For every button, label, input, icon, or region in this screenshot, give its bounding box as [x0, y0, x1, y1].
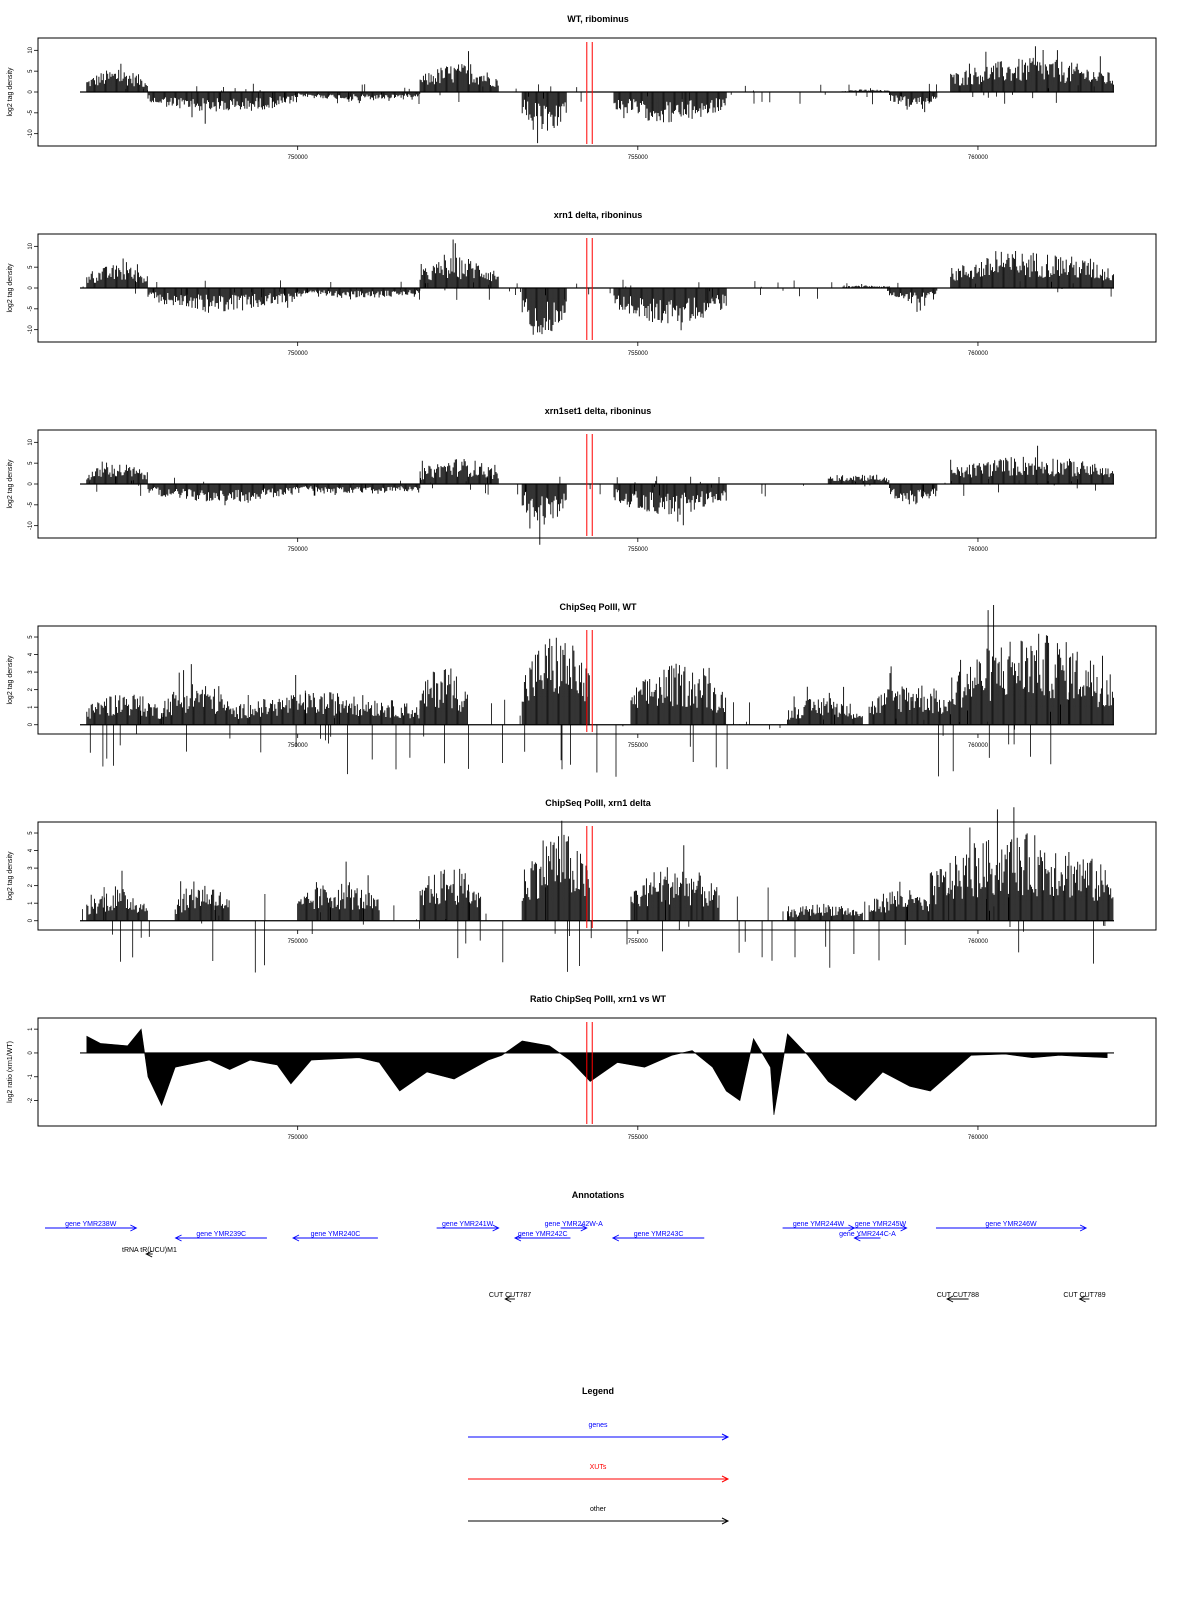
y-tick-label: 1 [28, 705, 34, 709]
feature-label: tRNA tR(UCU)M1 [122, 1247, 177, 1254]
chart-panel-1 [7, 14, 1156, 161]
y-tick-label: 0 [28, 286, 34, 290]
data-bar-region-2 [148, 484, 298, 505]
x-tick-label: 760000 [967, 155, 988, 161]
y-tick-label: 0 [28, 723, 34, 727]
y-tick-label: -5 [28, 110, 34, 116]
chart-panel-6 [7, 994, 1156, 1141]
y-tick-label: 1 [28, 1027, 34, 1031]
data-bar-region-1 [87, 64, 148, 92]
y-tick-label: 3 [28, 866, 34, 870]
y-tick-label: 0 [28, 482, 34, 486]
x-tick-label: 760000 [967, 939, 988, 945]
chart-panel-3 [7, 406, 1156, 553]
feature-label: gene YMR242C [517, 1231, 568, 1238]
x-tick-label: 760000 [967, 1135, 988, 1141]
y-tick-label: -10 [28, 325, 34, 335]
feature-label: CUT CUT789 [1063, 1292, 1106, 1299]
y-tick-label: 1 [28, 901, 34, 905]
data-bar-region-9 [951, 251, 1114, 288]
data-bar-region-2 [148, 92, 298, 124]
data-bar-region-6 [614, 92, 726, 122]
chart-title: ChipSeq PolII, WT [559, 602, 637, 612]
chart-title: xrn1set1 delta, riboninus [544, 406, 652, 416]
x-tick-label: 755000 [627, 939, 648, 945]
data-bar-region-6 [614, 484, 726, 525]
annotation-feature [545, 1221, 603, 1231]
annotation-feature [854, 1221, 906, 1231]
y-tick-label: -1 [28, 1074, 34, 1080]
y-tick-label: 10 [28, 242, 34, 250]
y-tick-label: 5 [28, 635, 34, 639]
data-bar-region-5 [522, 638, 589, 725]
data-bar-region-5 [522, 484, 566, 545]
legend-title: Legend [581, 1386, 615, 1396]
data-bar-region-6 [631, 664, 726, 725]
legend-item-other [468, 1506, 728, 1524]
data-bar-region-9 [930, 807, 1113, 921]
data-bar-region-4 [420, 51, 498, 92]
data-bar-region-9 [951, 46, 1114, 92]
data-bar-region-9 [951, 446, 1114, 484]
data-bar-region-5 [522, 821, 589, 921]
data-bar-region-8 [890, 288, 937, 312]
chart-title: WT, ribominus [567, 14, 629, 24]
data-bar-region-4 [420, 869, 481, 921]
chart-title: Ratio ChipSeq PolII, xrn1 vs WT [529, 994, 667, 1004]
data-bar-region-8 [869, 882, 930, 921]
y-axis-label: log2 tag density [7, 67, 14, 117]
annotation-feature [783, 1221, 855, 1231]
annotations-panel [45, 1190, 1106, 1302]
y-axis-label: log2 ratio (xrn1/WT) [7, 1041, 14, 1103]
y-tick-label: -5 [28, 306, 34, 312]
annotation-feature [176, 1231, 267, 1241]
feature-label: CUT CUT787 [488, 1292, 532, 1299]
legend-label: XUTs [589, 1464, 607, 1471]
x-tick-label: 755000 [627, 547, 648, 553]
y-tick-label: 0 [28, 90, 34, 94]
annotation-feature [1063, 1292, 1105, 1302]
y-tick-label: 5 [28, 461, 34, 465]
data-bar-region-8 [890, 484, 937, 504]
feature-label: gene YMR242W-A [544, 1221, 603, 1228]
data-bar-region-3 [230, 675, 420, 725]
data-bar-region-4 [420, 669, 467, 725]
chart-title: xrn1 delta, riboninus [553, 210, 643, 220]
feature-label: gene YMR239C [196, 1231, 247, 1238]
annotation-feature [489, 1292, 531, 1302]
chart-title: ChipSeq PolII, xrn1 delta [545, 798, 651, 808]
data-bar-region-5 [522, 288, 566, 335]
annotations-title: Annotations [571, 1190, 625, 1200]
data-bar-region-2 [175, 881, 229, 920]
data-bar-region-3 [298, 862, 379, 921]
feature-label: CUT CUT788 [936, 1292, 979, 1299]
y-tick-label: -10 [28, 129, 34, 139]
data-bar-region-6 [631, 845, 719, 921]
feature-label: gene YMR238W [65, 1221, 117, 1228]
data-bar-region-9 [951, 605, 1114, 725]
data-bar-region-7 [828, 475, 889, 484]
data-bar-region-7 [788, 687, 863, 725]
data-bar-region-6 [614, 288, 726, 330]
data-bar-region-1 [87, 695, 162, 725]
y-tick-label: 0 [28, 1051, 34, 1055]
x-tick-label: 760000 [967, 743, 988, 749]
data-bar-region-3 [298, 484, 420, 496]
data-bar-region-7 [788, 904, 863, 921]
y-tick-label: 5 [28, 265, 34, 269]
annotation-feature [515, 1231, 570, 1241]
y-axis-label: log2 tag density [7, 655, 14, 705]
data-bar-region-4 [420, 459, 498, 484]
data-bar-region-1 [87, 871, 148, 921]
feature-label: gene YMR241W [442, 1221, 494, 1228]
feature-label: gene YMR243C [633, 1231, 684, 1238]
legend-label: other [590, 1506, 606, 1513]
data-bar-region-1 [87, 462, 148, 484]
annotation-feature [839, 1231, 896, 1241]
x-tick-label: 755000 [627, 351, 648, 357]
x-tick-label: 755000 [627, 1135, 648, 1141]
legend-item-xuts [468, 1464, 728, 1482]
x-tick-label: 760000 [967, 351, 988, 357]
data-area [87, 1029, 1107, 1115]
data-bar-region-1 [87, 259, 148, 289]
x-tick-label: 750000 [287, 351, 308, 357]
annotation-feature [936, 1221, 1086, 1231]
data-bar-region-4 [420, 240, 498, 289]
x-tick-label: 750000 [287, 547, 308, 553]
y-tick-label: 3 [28, 670, 34, 674]
annotation-feature [937, 1292, 979, 1302]
y-axis-label: log2 tag density [7, 851, 14, 901]
x-tick-label: 750000 [287, 743, 308, 749]
y-tick-label: 10 [28, 46, 34, 54]
data-bar-region-3 [298, 288, 420, 299]
feature-label: gene YMR244C-A [839, 1231, 896, 1238]
x-tick-label: 755000 [627, 743, 648, 749]
x-tick-label: 755000 [627, 155, 648, 161]
data-bar-region-3 [298, 92, 420, 103]
feature-label: gene YMR240C [310, 1231, 361, 1238]
annotation-feature [45, 1221, 136, 1231]
data-bar-region-8 [869, 666, 950, 724]
annotation-feature [613, 1231, 704, 1241]
chart-panel-4 [7, 602, 1156, 777]
data-bar-region-2 [148, 288, 298, 313]
legend-item-genes [468, 1422, 728, 1440]
x-tick-label: 750000 [287, 155, 308, 161]
y-tick-label: 2 [28, 687, 34, 692]
data-bar-region-2 [162, 664, 229, 725]
y-tick-label: 0 [28, 919, 34, 923]
chart-panel-5 [7, 798, 1156, 973]
y-tick-label: 10 [28, 438, 34, 446]
annotation-feature [122, 1247, 177, 1257]
y-tick-label: -2 [28, 1097, 34, 1104]
feature-label: gene YMR245W [854, 1221, 907, 1228]
y-tick-label: -10 [28, 521, 34, 531]
y-tick-label: 5 [28, 831, 34, 835]
feature-label: gene YMR244W [792, 1221, 845, 1228]
y-tick-label: 2 [28, 883, 34, 888]
y-tick-label: -5 [28, 502, 34, 508]
legend-panel [468, 1386, 728, 1524]
x-tick-label: 750000 [287, 1135, 308, 1141]
annotation-feature [437, 1221, 499, 1231]
chart-panel-2 [7, 210, 1156, 357]
y-tick-label: 4 [28, 848, 34, 853]
data-bar-region-5 [522, 92, 566, 143]
y-tick-label: 5 [28, 69, 34, 73]
x-tick-label: 750000 [287, 939, 308, 945]
y-tick-label: 4 [28, 652, 34, 657]
y-axis-label: log2 tag density [7, 263, 14, 313]
x-tick-label: 760000 [967, 547, 988, 553]
annotation-feature [293, 1231, 378, 1241]
feature-label: gene YMR246W [985, 1221, 1037, 1228]
legend-label: genes [588, 1422, 608, 1429]
y-axis-label: log2 tag density [7, 459, 14, 509]
